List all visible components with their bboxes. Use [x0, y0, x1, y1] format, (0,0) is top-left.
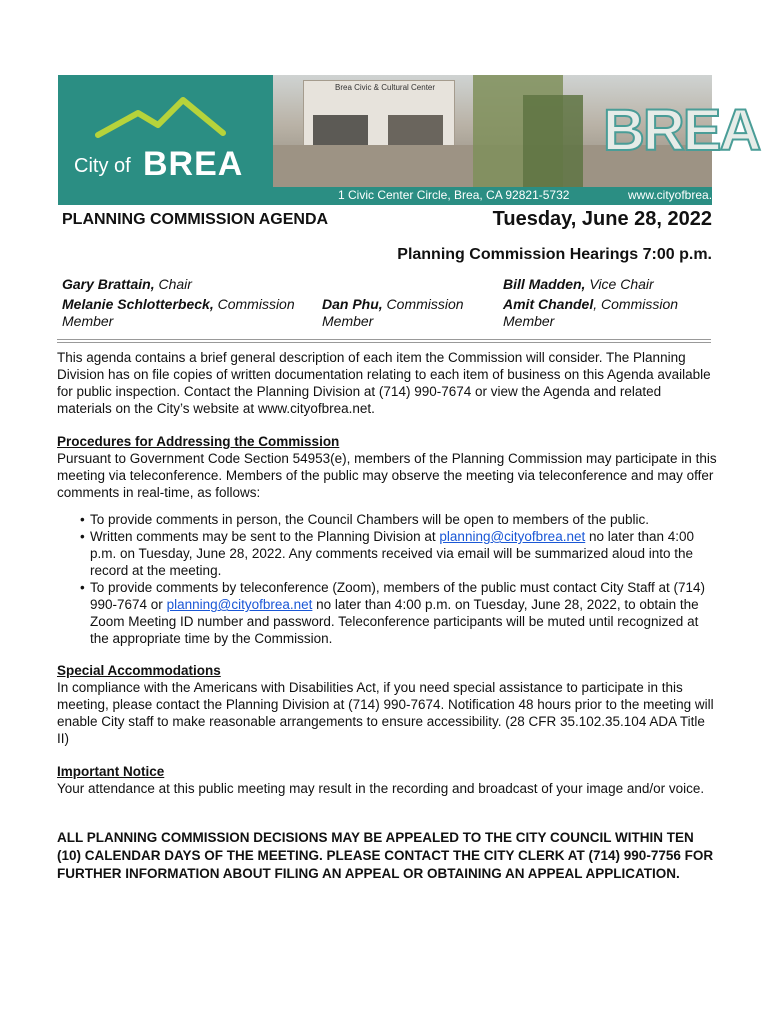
list-item	[80, 511, 710, 528]
city-logo	[58, 75, 273, 205]
member-name: Bill Madden,	[503, 276, 586, 292]
member-chair	[62, 276, 192, 293]
member-role-line2: Member	[62, 313, 114, 329]
bullet-text: Written comments may be sent to the Planning Division at	[90, 529, 440, 544]
notice-heading: Important Notice	[57, 764, 165, 779]
notice-section	[57, 763, 717, 797]
member-role-line2: Member	[503, 313, 555, 329]
member-name: Melanie Schlotterbeck,	[62, 296, 214, 312]
divider	[57, 342, 711, 343]
notice-body: Your attendance at this public meeting may result in the recording and broadcast of your image and/or voice.	[57, 781, 705, 796]
appeal-notice: ALL PLANNING COMMISSION DECISIONS MAY BE APPEALED TO THE CITY COUNCIL WITHIN TEN (10) CALENDAR DAYS OF THE MEETING. PLEASE CONTACT THE CITY CLERK AT (714) 990-7756 FOR FURTHER INFORMATION ABOUT FILING AN APPEAL OR OBTAINING AN APPEAL APPLICATION.	[57, 830, 714, 881]
list-item	[80, 528, 710, 579]
list-item	[80, 579, 710, 647]
member-role-line2: Member	[322, 313, 374, 329]
member-role: Commission	[213, 296, 295, 312]
meeting-date: Tuesday, June 28, 2022	[492, 208, 712, 230]
member-2	[322, 296, 464, 330]
member-role: Vice Chair	[585, 276, 654, 292]
divider	[57, 339, 711, 340]
logo-text-prefix: City of	[74, 155, 131, 177]
brea-letters: BREA	[603, 98, 760, 163]
city-address: 1 Civic Center Circle, Brea, CA 92821-5732	[338, 188, 570, 202]
building-sign: Brea Civic & Cultural Center	[335, 83, 436, 92]
procedures-heading: Procedures for Addressing the Commission	[57, 434, 340, 449]
accommodations-body: In compliance with the Americans with Disabilities Act, if you need special assistance to participate in this meeting, please contact the Planning Division at (714) 990-7674. Notification 48 hours prior to the meeting will enable City staff to make reasonable arrangements to ensure accessibility. (28 CFR 35.102.35.104 ADA Title II)	[57, 680, 714, 746]
mountain-logo-icon	[58, 75, 273, 205]
logo-text-main: BREA	[143, 145, 244, 183]
intro-paragraph: This agenda contains a brief general description of each item the Commission will consider. The Planning Division has on file copies of written documentation relating to each item of business on this Agenda available for public inspection. Contact the Planning Division at (714) 990-7674 or view the Agenda and related materials on the City’s website at www.cityofbrea.net.	[57, 350, 711, 416]
accommodations-section	[57, 662, 717, 747]
bullet-icon: •	[80, 512, 85, 527]
bullet-text: no later than 4:00 p.m. on Tuesday, June 28, 2022. Any comments received via email will be summarized aloud into the record at the meeting.	[90, 529, 695, 578]
city-banner	[58, 75, 760, 205]
email-link[interactable]: planning@cityofbrea.net	[439, 529, 586, 544]
bullet-icon: •	[80, 529, 85, 544]
accommodations-heading: Special Accommodations	[57, 663, 221, 678]
member-role: Chair	[154, 276, 192, 292]
bullet-text: To provide comments by teleconference (Zoom), members of the public must contact City Staff at (714) 990-7674 or	[90, 580, 706, 612]
member-name: Dan Phu,	[322, 296, 383, 312]
email-link[interactable]: planning@cityofbrea.net	[166, 597, 313, 612]
member-vice-chair	[503, 276, 654, 293]
procedures-list	[80, 511, 710, 647]
bullet-icon: •	[80, 580, 85, 595]
member-role: , Commission	[593, 296, 679, 312]
bullet-text: To provide comments in person, the Council Chambers will be open to members of the public.	[90, 512, 650, 527]
banner-strip	[273, 187, 729, 205]
member-1	[62, 296, 295, 330]
member-name: Amit Chandel	[503, 296, 594, 312]
member-role: Commission	[382, 296, 464, 312]
member-3	[503, 296, 678, 330]
bullet-text: no later than 4:00 p.m. on Tuesday, June 28, 2022, to obtain the Zoom Meeting ID number and password. Teleconference participants will be muted until recognized at the appropriate time by the Commission.	[90, 597, 699, 646]
member-name: Gary Brattain,	[62, 276, 155, 292]
procedures-body: Pursuant to Government Code Section 54953(e), members of the Planning Commission may participate in this meeting via teleconference. Members of the public may observe the meeting via teleconference and may offer comments in real-time, as follows:	[57, 451, 717, 500]
civic-center-photo	[273, 75, 760, 187]
agenda-title: PLANNING COMMISSION AGENDA	[62, 211, 329, 228]
procedures-section	[57, 433, 717, 501]
city-website: www.cityofbrea.net	[628, 188, 729, 202]
hearings-time: Planning Commission Hearings 7:00 p.m.	[397, 246, 712, 263]
